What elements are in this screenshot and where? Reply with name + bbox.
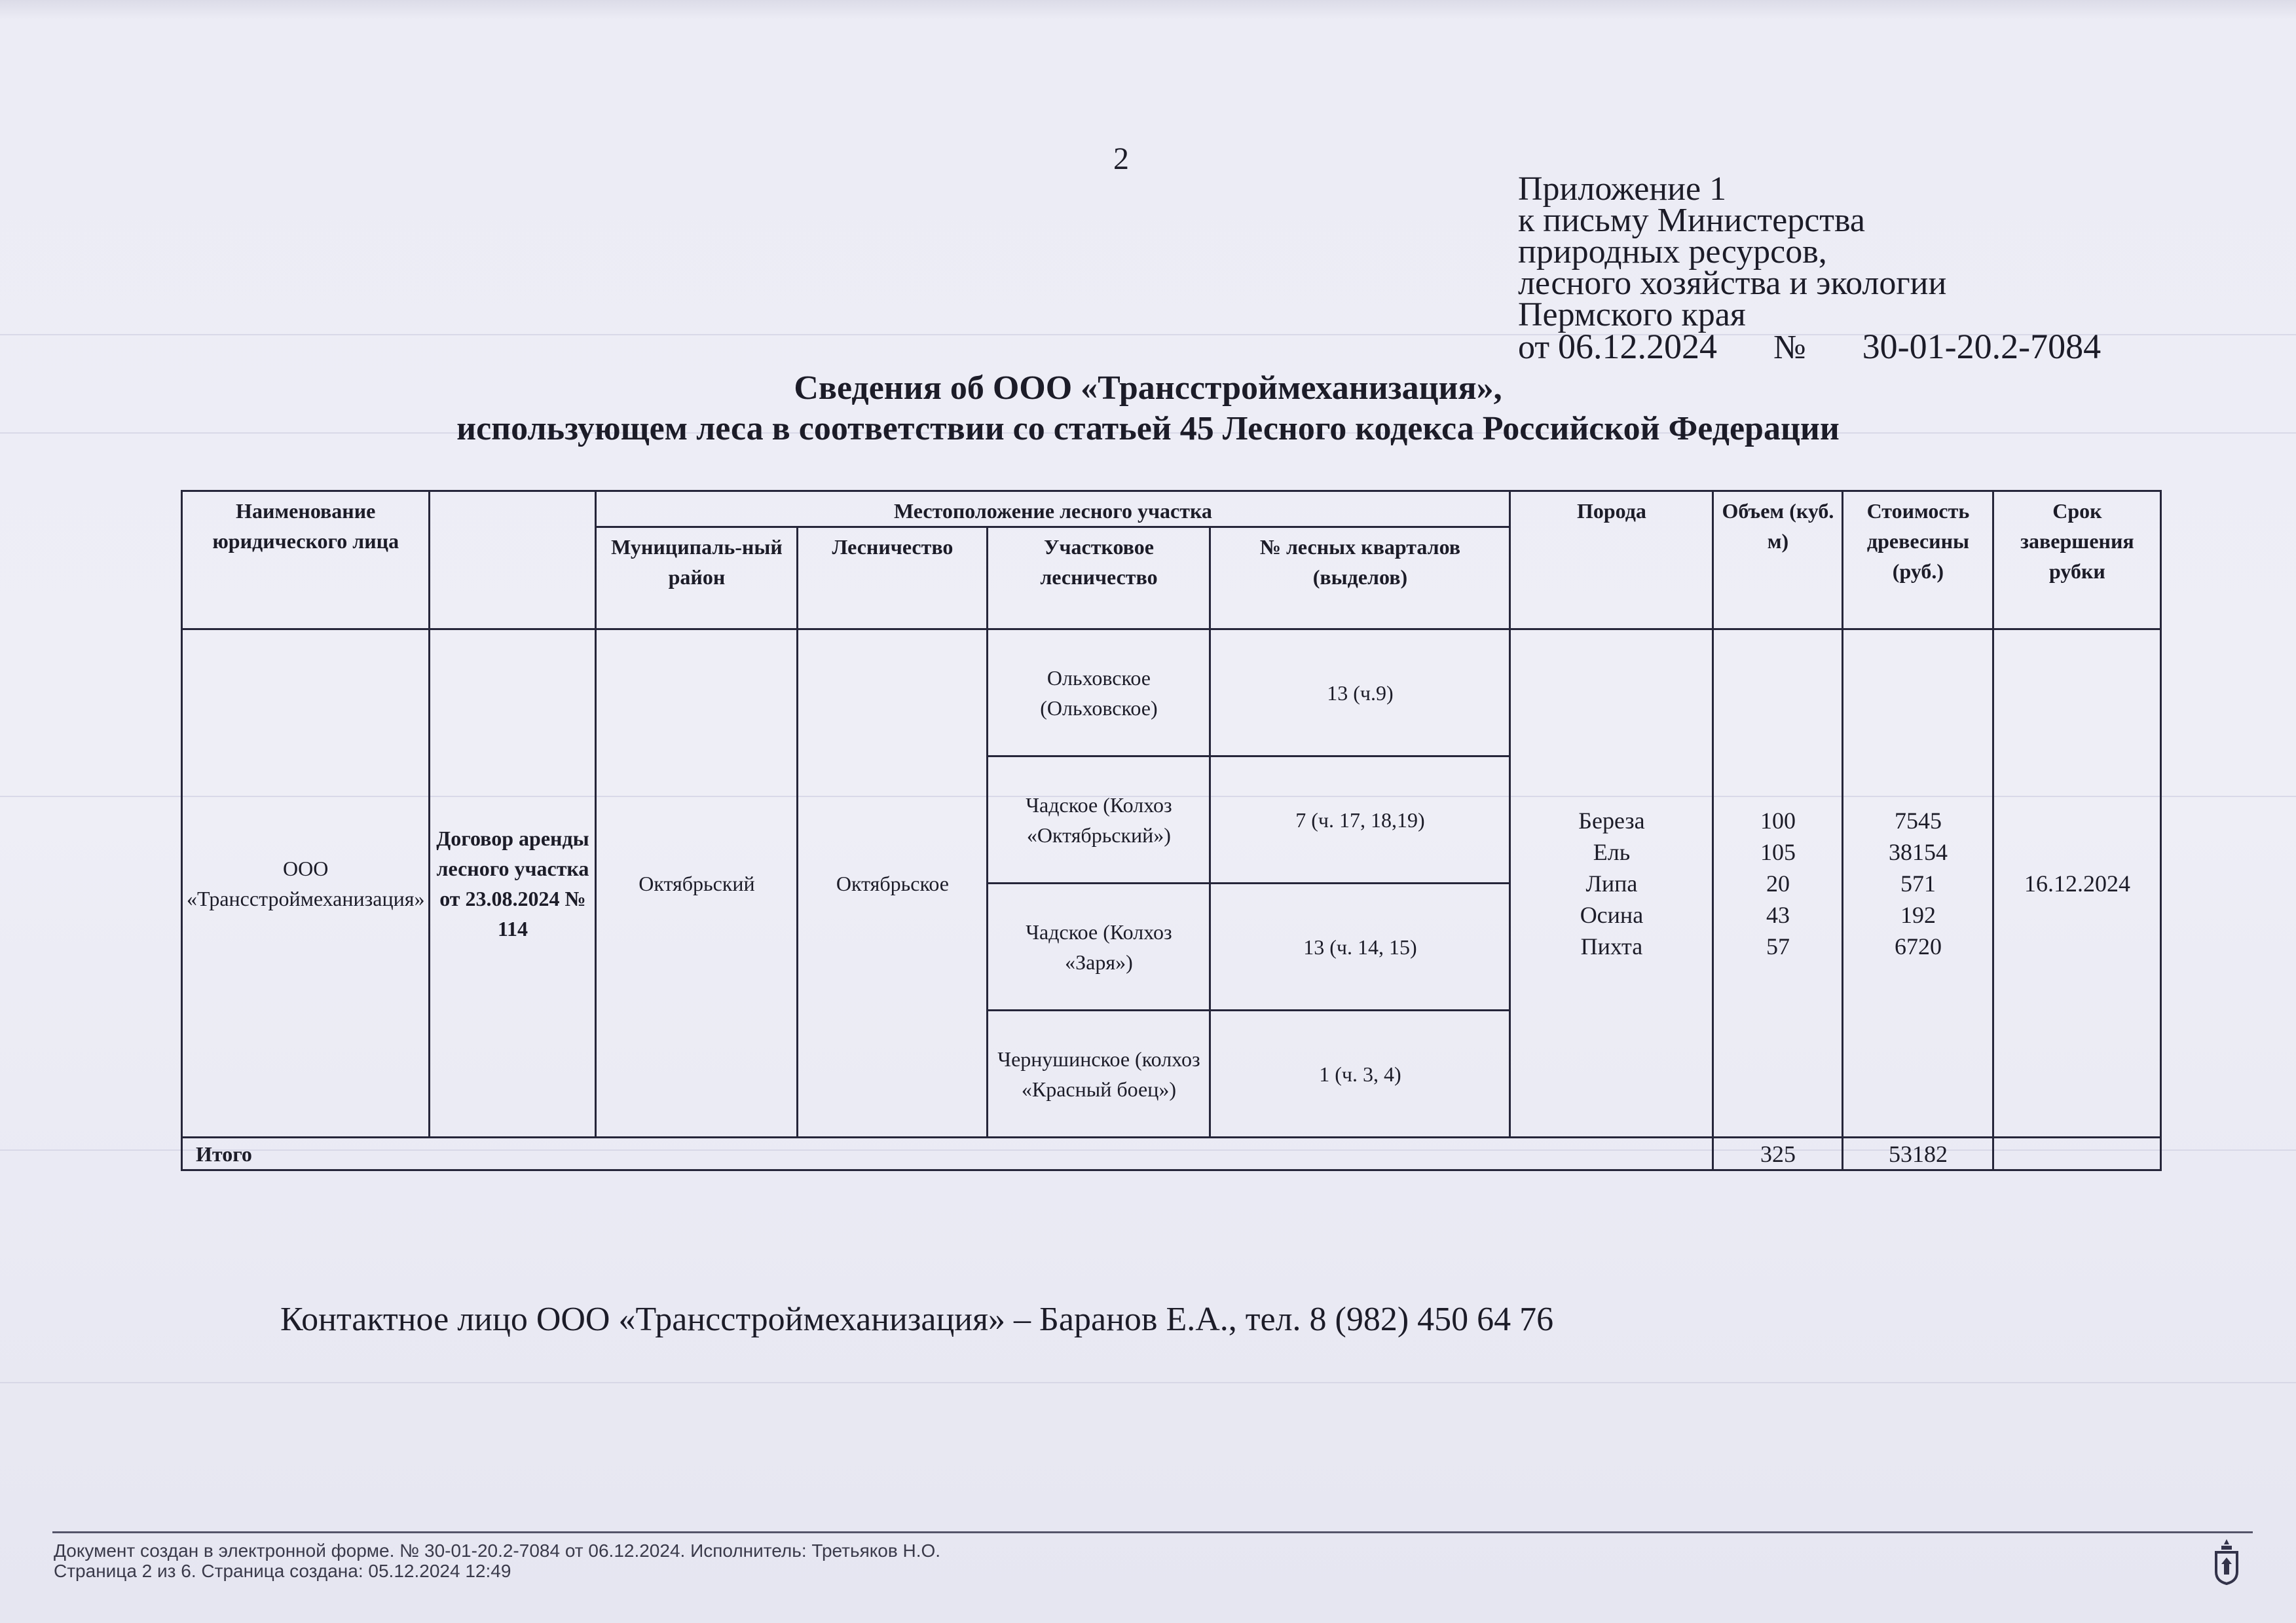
volume-value: 100 xyxy=(1760,807,1796,834)
species-name: Осина xyxy=(1580,901,1644,928)
forestry-cell: Октябрьское xyxy=(798,629,988,1138)
volume-value: 43 xyxy=(1766,901,1790,928)
scan-artifact-line xyxy=(0,1382,2296,1383)
contract-cell: Договор аренды лесного участка от 23.08.2024 № 114 xyxy=(430,629,596,1138)
cost-value: 192 xyxy=(1900,901,1936,928)
header-sub-forestry: Участковое лесничество xyxy=(988,527,1210,629)
quarters-cell: 1 (ч. 3, 4) xyxy=(1210,1011,1510,1138)
header-volume: Объем (куб. м) xyxy=(1713,491,1843,629)
date-prefix: от xyxy=(1518,329,1550,366)
header-species: Порода xyxy=(1510,491,1713,629)
appendix-line: природных ресурсов, xyxy=(1518,233,1827,270)
header-cost: Стоимость древесины (руб.) xyxy=(1843,491,1993,629)
volume-value: 57 xyxy=(1766,933,1790,960)
letter-date: 06.12.2024 xyxy=(1558,327,1718,366)
appendix-line: Приложение 1 xyxy=(1518,170,1727,208)
species-name: Пихта xyxy=(1580,933,1643,960)
electronic-document-footer xyxy=(54,1540,940,1581)
table-row xyxy=(182,629,2161,756)
title-line-2: использующем леса в соответствии со статьей 45 Лесного кодекса Российской Федерации xyxy=(456,410,1840,447)
appendix-header xyxy=(1518,170,2102,366)
title-line-1: Сведения об ООО «Трансстроймеханизация», xyxy=(794,369,1502,407)
coat-of-arms-icon xyxy=(2212,1538,2241,1585)
appendix-line: лесного хозяйства и экологии xyxy=(1518,265,1947,302)
cost-value: 6720 xyxy=(1894,933,1942,960)
cost-value: 38154 xyxy=(1888,838,1948,865)
total-label: Итого xyxy=(182,1138,1713,1170)
volume-value: 20 xyxy=(1766,870,1790,897)
cost-value: 7545 xyxy=(1894,807,1942,834)
total-volume: 325 xyxy=(1713,1138,1843,1170)
page-number: 2 xyxy=(1113,141,1129,176)
sub-forestry-cell: Чадское (Колхоз «Октябрьский») xyxy=(988,756,1210,884)
header-entity: Наименование юридического лица xyxy=(182,491,430,629)
number-sign: № xyxy=(1773,329,1806,366)
sub-forestry-cell: Чадское (Колхоз «Заря») xyxy=(988,884,1210,1011)
footer-divider xyxy=(52,1531,2253,1533)
volume-value: 105 xyxy=(1760,838,1796,865)
quarters-cell: 13 (ч.9) xyxy=(1210,629,1510,756)
header-deadline: Срок завершения рубки xyxy=(1993,491,2161,629)
species-name: Ель xyxy=(1593,838,1631,865)
species-name: Липа xyxy=(1585,870,1638,897)
footer-line-2: Страница 2 из 6. Страница создана: 05.12.2024 12:49 xyxy=(54,1561,511,1581)
header-forestry: Лесничество xyxy=(798,527,988,629)
district-cell: Октябрьский xyxy=(596,629,798,1138)
appendix-line: Пермского края xyxy=(1518,296,1746,333)
volume-cell xyxy=(1713,629,1843,1138)
deadline-cell: 16.12.2024 xyxy=(1993,629,2161,1138)
entity-cell: ООО «Трансстроймеханизация» xyxy=(182,629,430,1138)
letter-number: 30-01-20.2-7084 xyxy=(1862,327,2102,366)
header-location-group: Местоположение лесного участка xyxy=(596,491,1510,527)
header-contract-blank xyxy=(430,491,596,629)
cost-value: 571 xyxy=(1900,870,1936,897)
forest-plots-table xyxy=(181,490,2162,1171)
footer-line-1: Документ создан в электронной форме. № 30-01-20.2-7084 от 06.12.2024. Исполнитель: Третьяков Н.О. xyxy=(54,1540,941,1561)
sub-forestry-cell: Ольховское (Ольховское) xyxy=(988,629,1210,756)
header-district: Муниципаль-ный район xyxy=(596,527,798,629)
document-title xyxy=(0,368,2296,449)
quarters-cell: 7 (ч. 17, 18,19) xyxy=(1210,756,1510,884)
cost-cell xyxy=(1843,629,1993,1138)
appendix-date-line xyxy=(1518,327,2102,366)
header-quarters: № лесных кварталов (выделов) xyxy=(1210,527,1510,629)
total-row xyxy=(182,1138,2161,1170)
species-cell xyxy=(1510,629,1713,1138)
total-cost: 53182 xyxy=(1843,1138,1993,1170)
species-name: Береза xyxy=(1578,807,1645,834)
sub-forestry-cell: Чернушинское (колхоз «Красный боец») xyxy=(988,1011,1210,1138)
appendix-line: к письму Министерства xyxy=(1518,202,1865,239)
total-deadline-blank xyxy=(1993,1138,2161,1170)
quarters-cell: 13 (ч. 14, 15) xyxy=(1210,884,1510,1011)
contact-person: Контактное лицо ООО «Трансстроймеханизация» – Баранов Е.А., тел. 8 (982) 450 64 76 xyxy=(280,1301,1554,1338)
